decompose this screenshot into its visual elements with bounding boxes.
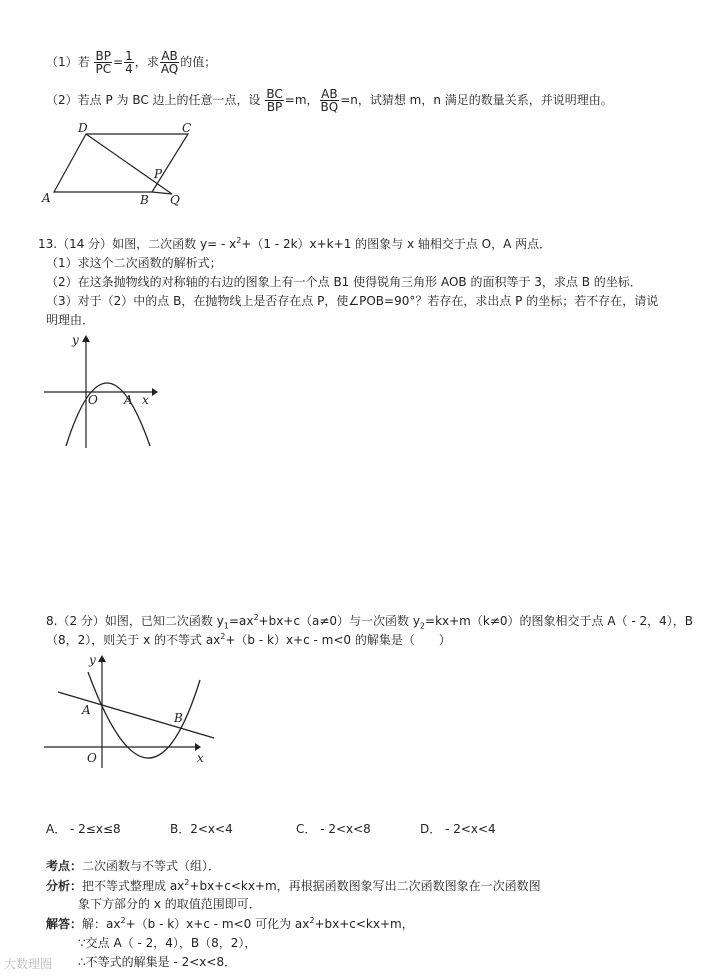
watermark: 大数理圈 bbox=[4, 957, 53, 971]
q8-line1: 8.（2 分）如图，已知二次函数 $y_1=ax^2+bx+c(a\ne 0)$与一次函数 $y_2=kx+m(k\ne 0)$的图象相交于点 A（ - 2，4），B bbox=[46, 613, 693, 631]
q8-label-o: O bbox=[87, 751, 97, 765]
jieda-line3: ∴不等式的解集是 - 2<x<8． bbox=[78, 955, 237, 969]
option-c: C． - 2<x<8 bbox=[296, 822, 371, 836]
q8-label-x: x bbox=[197, 751, 204, 765]
q2-line: （2）若点 P 为 BC 边上的任意一点，设 $\frac{BC}{BP}$ =m， $\frac{AB}{BQ}$ =n，试猜想 m，n 满足的数量关系，并说明理由。 bbox=[46, 87, 613, 114]
kaodian-line: 考点：二次函数与不等式（组）． bbox=[46, 859, 221, 873]
q13-label-a: A bbox=[124, 393, 133, 407]
q13-x-arrow bbox=[152, 388, 158, 396]
segment-dq bbox=[86, 134, 172, 194]
fraction-bp-pc: $\frac{BP}{PC}$ bbox=[95, 49, 112, 76]
jieda-line2: ∵交点 A（ - 2，4），B（8，2）， bbox=[78, 936, 257, 950]
q13-label-y: y bbox=[72, 333, 79, 347]
fenxi-line1: 分析：把不等式整理成 $ax^2+bx+c<kx+m$，再根据函数图象写出二次函数图象在一次函数图 bbox=[46, 878, 541, 893]
q13-line3: （2）在这条抛物线的对称轴的右边的图象上有一个点 B1 使得锐角三角形 AOB 的面积等于 3，求点 B 的坐标． bbox=[46, 275, 642, 289]
q13-line1: 13.（14 分）如图，二次函数 $y= - x^2+(1 - 2k)x+k+1$ 的图象与 x 轴相交于点 O，A 两点． bbox=[38, 236, 552, 251]
jieda-line1: 解答：解：$ax^2+(b - k)x+c - m<0$ 可化为 $ax^2+bx+c<kx+m$， bbox=[46, 916, 414, 931]
option-a: A． - 2≤x≤8 bbox=[46, 822, 121, 836]
label-q: Q bbox=[170, 193, 180, 207]
q13-line4: （3）对于（2）中的点 B，在抛物线上是否存在点 P，使∠POB=90°？若存在，求出点 P 的坐标；若不存在，请说 bbox=[46, 294, 659, 308]
q13-label-x: x bbox=[142, 393, 149, 407]
q1-line: （1）若 $\frac{BP}{PC}$ = $\frac{1}{4}$ ，求 $\frac{AB}{AQ}$ 的值； bbox=[46, 49, 217, 76]
parallelogram-abcd bbox=[54, 134, 188, 192]
q13-label-o: O bbox=[88, 393, 98, 407]
fraction-1-4: $\frac{1}{4}$ bbox=[125, 49, 133, 76]
q8-x-arrow bbox=[195, 743, 201, 751]
label-c: C bbox=[182, 121, 192, 135]
option-b: B．2<x<4 bbox=[170, 822, 233, 836]
q8-graph bbox=[40, 650, 220, 780]
label-p: P bbox=[154, 167, 163, 181]
q8-label-a: A bbox=[82, 703, 91, 717]
q8-label-b: B bbox=[174, 711, 183, 725]
parallelogram-figure bbox=[40, 122, 200, 208]
fraction-ab-bq: $\frac{AB}{BQ}$ bbox=[320, 87, 339, 114]
label-b: B bbox=[140, 193, 149, 207]
q8-line2: （8，2），则关于 x 的不等式 $ax^2+(b - k)x+c - m<0$ 的解集是（ ） bbox=[46, 632, 451, 647]
fraction-bc-bp: $\frac{BC}{BP}$ bbox=[266, 87, 283, 114]
q13-line2: （1）求这个二次函数的解析式； bbox=[46, 256, 222, 270]
label-a: A bbox=[42, 191, 51, 205]
q8-label-y: y bbox=[89, 653, 96, 667]
q8-y-arrow bbox=[98, 655, 106, 662]
q13-y-arrow bbox=[82, 335, 90, 342]
q8-parabola bbox=[88, 672, 200, 758]
fraction-ab-aq: $\frac{AB}{AQ}$ bbox=[160, 49, 179, 76]
label-d: D bbox=[78, 121, 88, 135]
q13-graph bbox=[40, 330, 170, 450]
fenxi-line2: 象下方部分的 x 的取值范围即可． bbox=[78, 897, 261, 911]
option-d: D． - 2<x<4 bbox=[420, 822, 496, 836]
q13-line5: 明理由． bbox=[46, 313, 95, 327]
